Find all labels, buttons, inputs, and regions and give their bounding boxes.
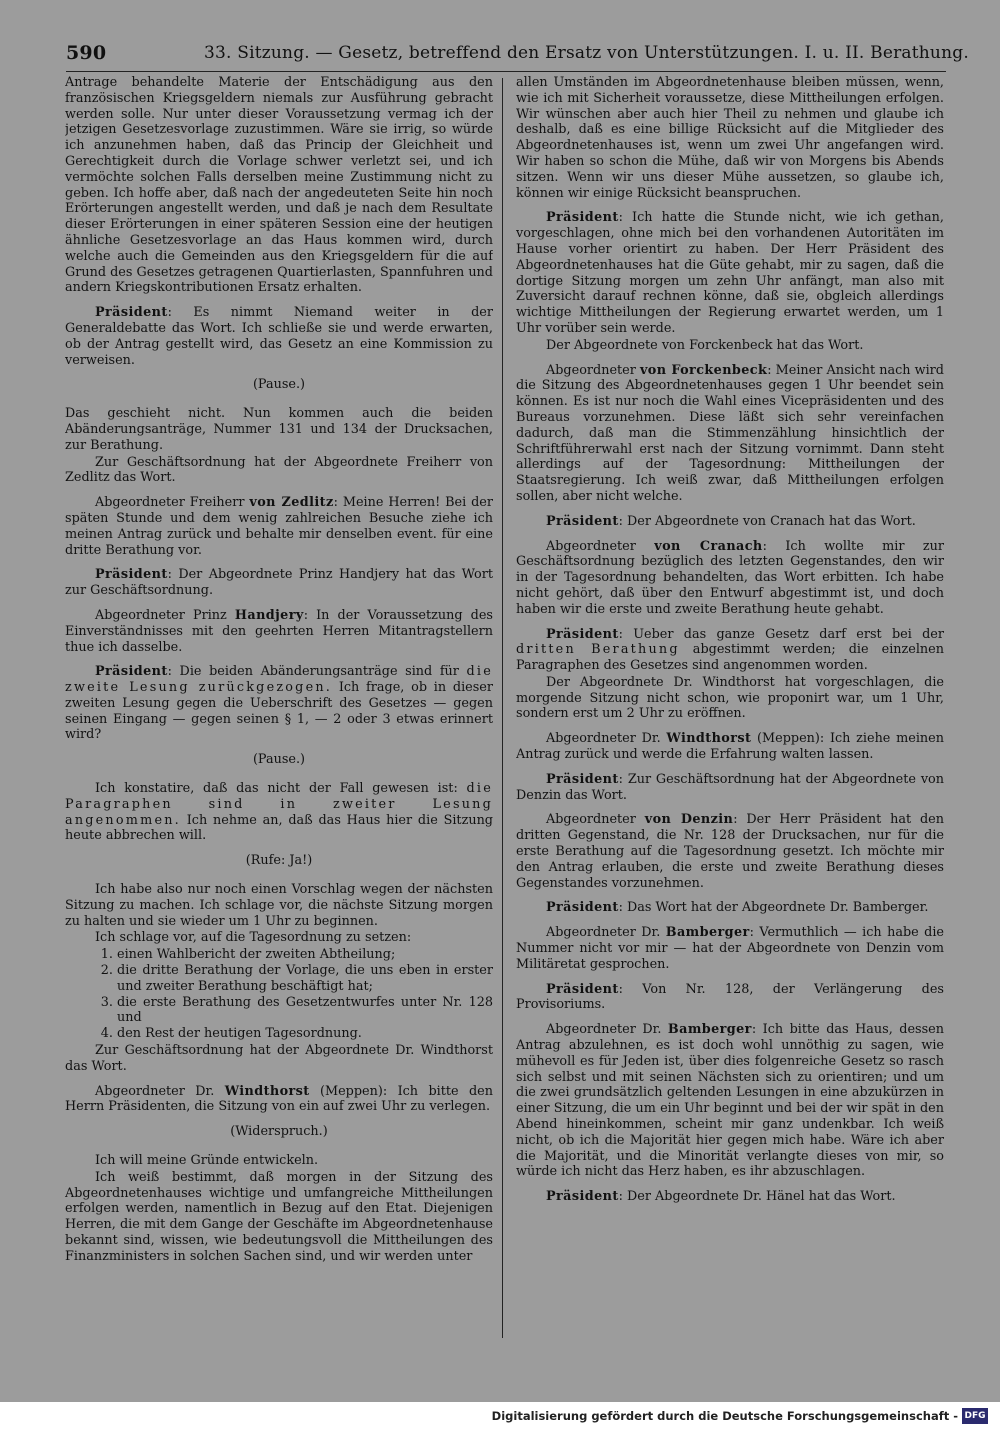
paragraph: Der Abgeordnete Dr. Windthorst hat vorgeschlagen, die morgende Sitzung nicht schon, wie proponirt war, um 1 Uhr, sondern erst um 2 Uhr zu eröffnen. bbox=[516, 674, 944, 722]
paragraph: Abgeordneter von Cranach: Ich wollte mir zur Geschäftsordnung bezüglich des letzten Gegenstandes, den wir in der Tagesordnung behandelten, das Wort erbitten. Ich habe nicht gehört, daß über den Entwurf abgestimmt ist, und doch haben wir die erste und zweite Berathung heute gehabt. bbox=[516, 538, 944, 617]
speaker-name: von Denzin bbox=[644, 812, 734, 828]
footer-credit: Digitalisierung gefördert durch die Deutsche Forschungsgemeinschaft - bbox=[491, 1409, 958, 1423]
speaker-name: Präsident bbox=[546, 1189, 619, 1205]
paragraph: Ich habe also nur noch einen Vorschlag wegen der nächsten Sitzung zu machen. Ich schlage vor, die nächste Sitzung morgen zu halten und sie wieder um 1 Uhr zu beginnen. bbox=[65, 882, 493, 929]
stage-direction: (Pause.) bbox=[252, 377, 306, 393]
speaker-name: Windthorst bbox=[666, 731, 752, 747]
paragraph: Das geschieht nicht. Nun kommen auch die beiden Abänderungsanträge, Nummer 131 und 134 der Drucksachen, zur Berathung. bbox=[65, 406, 493, 453]
paragraph: Abgeordneter Freiherr von Zedlitz: Meine Herren! Bei der späten Stunde und dem wenig zahlreichen Besuche ziehe ich meinen Antrag zurück und behalte mir denselben event. für eine dritte Berathung vor. bbox=[65, 495, 493, 558]
paragraph: Präsident: Ueber das ganze Gesetz darf erst bei der dritten Berathung abgestimmt werden; die einzelnen Paragraphen des Gesetzes sind angenommen worden. bbox=[516, 626, 944, 674]
speaker-name: Präsident bbox=[546, 771, 619, 787]
column-divider bbox=[502, 78, 503, 1338]
paragraph: Abgeordneter Dr. Bamberger: Vermuthlich — ich habe die Nummer nicht vor mir — hat der Abgeordnete von Denzin vom Militäretat gesprochen. bbox=[516, 925, 944, 972]
header-title: 33. Sitzung. — Gesetz, betreffend den Ersatz von Unterstützungen. I. u. II. Berathung. bbox=[204, 43, 969, 63]
dfg-logo: DFG bbox=[962, 1408, 988, 1424]
left-column bbox=[65, 75, 493, 1343]
paragraph: Präsident: Die beiden Abänderungsanträge sind für die zweite Lesung zurückgezogen. Ich frage, ob in dieser zweiten Lesung gegen die Ueberschrift des Gesetzes — gegen seinen Eingang — gegen seinen § 1, — 2 oder 3 etwas erinnert wird? bbox=[65, 664, 493, 743]
paragraph: Präsident: Es nimmt Niemand weiter in der Generaldebatte das Wort. Ich schließe sie und werde erwarten, ob der Antrag gestellt wird, das Gesetz an eine Kommission zu verweisen. bbox=[65, 305, 493, 368]
paragraph: Präsident: Ich hatte die Stunde nicht, wie ich gethan, vorgeschlagen, ohne mich bei den vorhandenen Autoritäten im Hause vorher orientirt zu haben. Der Herr Präsident des Abgeordnetenhauses hat die Güte gehabt, mir zu sagen, daß die dortige Sitzung morgen um zehn Uhr anfängt, man also mit Zuversicht darauf rechnen könne, daß sie, obgleich allerdings wichtige Mittheilungen der Regierung erwartet werden, um 1 Uhr vorüber sein werde. bbox=[516, 210, 944, 336]
paragraph: Antrage behandelte Materie der Entschädigung aus den französischen Kriegsgeldern niemals zur Ausführung gebracht werden solle. Nur unter dieser Voraussetzung vermag ich der jetzigen Gesetzesvorlage zuzustimmen. Wäre sie irrig, so würde ich anzunehmen haben, daß das Princip der Gleichheit und Gerechtigkeit durch die Vorlage schwer verletzt sei, und ich vermöchte solchen Falls derselben meine Zustimmung nicht zu geben. Ich hoffe aber, daß nach der angedeuteten Seite hin noch Erörterungen angestellt werden, und daß je nach dem Resultate dieser Erörterungen in einer späteren Session eine der heutigen ähnliche Gesetzesvorlage an das Haus kommen wird, durch welche auch die Gemeinden aus den Kriegsgeldern für die auf Grund des Gesetzes getragenen Quartierlasten, Spannfuhren und andern Kriegskontributionen Ersatz erhalten. bbox=[65, 75, 493, 296]
speaker-name: Präsident bbox=[95, 664, 168, 680]
stage-direction: (Pause.) bbox=[252, 752, 306, 768]
paragraph: Ich weiß bestimmt, daß morgen in der Sitzung des Abgeordnetenhauses wichtige und umfangreiche Mittheilungen erfolgen werden, namentlich in Bezug auf den Etat. Diejenigen Herren, die mit dem Gange der Geschäfte im Abgeordnetenhause bekannt sind, wissen, wie bedeutungsvoll die Mittheilungen des Finanzministers in solchen Sachen sind, und wir werden unter bbox=[65, 1169, 493, 1264]
paragraph: Abgeordneter Dr. Windthorst (Meppen): Ich ziehe meinen Antrag zurück und werde die Erfahrung walten lassen. bbox=[516, 731, 944, 763]
list-item: 4. den Rest der heutigen Tagesordnung. bbox=[117, 1026, 493, 1042]
speaker-name: Präsident bbox=[95, 567, 168, 583]
paragraph: Abgeordneter Dr. Windthorst (Meppen): Ich bitte den Herrn Präsidenten, die Sitzung von ein auf zwei Uhr zu verlegen. bbox=[65, 1083, 493, 1115]
paragraph: Präsident: Zur Geschäftsordnung hat der Abgeordnete von Denzin das Wort. bbox=[516, 771, 944, 803]
paragraph: Abgeordneter von Denzin: Der Herr Präsident hat den dritten Gegenstand, die Nr. 128 der Drucksachen, nur für die erste Berathung auf die Tagesordnung gesetzt. Ich möchte mir den Antrag erlauben, die erste und zweite Berathung dieses Gegenstandes vorzunehmen. bbox=[516, 812, 944, 891]
paragraph: allen Umständen im Abgeordnetenhause bleiben müssen, wenn, wie ich mit Sicherheit voraussetze, diese Mittheilungen erfolgen. Wir wünschen aber auch hier Theil zu nehmen und glaube ich deshalb, daß es eine billige Rücksicht auf die Mitglieder des Abgeordnetenhauses ist, wenn um zwei Uhr angefangen wird. Wir haben so schon die Mühe, daß wir von Morgens bis Abends sitzen. Wenn wir uns dieser Mühe aussetzen, so glaube ich, können wir einige Rücksicht beanspruchen. bbox=[516, 75, 944, 201]
paragraph: Zur Geschäftsordnung hat der Abgeordnete Freiherr von Zedlitz das Wort. bbox=[65, 454, 493, 486]
speaker-name: Bamberger bbox=[665, 925, 750, 941]
paragraph: Präsident: Der Abgeordnete von Cranach hat das Wort. bbox=[546, 513, 916, 529]
speaker-name: Windthorst bbox=[224, 1083, 310, 1099]
paragraph: Präsident: Von Nr. 128, der Verlängerung des Provisoriums. bbox=[516, 981, 944, 1013]
speaker-name: Präsident bbox=[546, 626, 619, 642]
speaker-name: Präsident bbox=[546, 900, 619, 916]
paragraph: Abgeordneter Prinz Handjery: In der Voraussetzung des Einverständnisses mit den geehrten Herren Mitantragstellern thue ich dasselbe. bbox=[65, 607, 493, 655]
speaker-name: Bamberger bbox=[667, 1022, 752, 1038]
running-header bbox=[66, 38, 969, 68]
paragraph: Präsident: Das Wort hat der Abgeordnete Dr. Bamberger. bbox=[546, 900, 929, 916]
paragraph: Abgeordneter Dr. Bamberger: Ich bitte das Haus, dessen Antrag abzulehnen, es ist doch wohl unnöthig zu sagen, wie mühevoll es für Jeden ist, über dies folgenreiche Gesetz so rasch sich selbst und mit seinen Nächsten sich zu orientiren; und um die zwei grundsätzlich geltenden Lesungen in eine abzukürzen in einer Sitzung, die um ein Uhr beginnt und bei der wir spät in den Abend hineinkommen, scheint mir ganz undenkbar. Ich weiß nicht, ob ich die Majorität hier gegen mich habe. Wäre ich aber die Majorität, und die Minorität verlangte dieses von mir, so würde ich nicht das Herz haben, es ihr abzuschlagen. bbox=[516, 1022, 944, 1180]
paragraph: Zur Geschäftsordnung hat der Abgeordnete Dr. Windthorst das Wort. bbox=[65, 1043, 493, 1074]
page-number: 590 bbox=[66, 42, 107, 64]
speaker-name: Präsident bbox=[546, 981, 619, 997]
list-item: 1. einen Wahlbericht der zweiten Abtheilung; bbox=[117, 947, 493, 963]
paragraph: Ich schlage vor, auf die Tagesordnung zu setzen: bbox=[95, 930, 412, 946]
speaker-name: von Cranach bbox=[654, 538, 763, 554]
paragraph: Ich will meine Gründe entwickeln. bbox=[95, 1153, 319, 1169]
speaker-name: von Forckenbeck bbox=[639, 362, 768, 378]
paragraph: Abgeordneter von Forckenbeck: Meiner Ansicht nach wird die Sitzung des Abgeordnetenhauses gegen 1 Uhr beendet sein können. Es ist nur noch die Wahl eines Vicepräsidenten und des Bureaus vorzunehmen. Diese läßt sich sehr vereinfachen dadurch, daß man die Stimmenzählung hinsichtlich der Schriftführerwahl erst nach der Sitzung vornimmt. Dann steht allerdings auf der Tagesordnung: Mittheilungen der Staatsregierung. Ich weiß zwar, daß Mittheilungen erfolgen sollen, aber nicht welche. bbox=[516, 362, 944, 504]
paragraph: Der Abgeordnete von Forckenbeck hat das Wort. bbox=[546, 337, 864, 353]
header-rule bbox=[66, 71, 946, 72]
speaker-name: Handjery bbox=[234, 607, 304, 623]
footer-bar bbox=[0, 1402, 1000, 1432]
speaker-name: von Zedlitz bbox=[249, 495, 334, 511]
right-column bbox=[516, 75, 944, 1343]
speaker-name: Präsident bbox=[546, 513, 619, 529]
list-item: 2. die dritte Berathung der Vorlage, die uns eben in erster und zweiter Berathung beschäftigt hat; bbox=[117, 963, 493, 995]
paragraph: Präsident: Der Abgeordnete Dr. Hänel hat das Wort. bbox=[546, 1189, 896, 1205]
stage-direction: (Rufe: Ja!) bbox=[245, 853, 313, 869]
stage-direction: (Widerspruch.) bbox=[230, 1124, 328, 1140]
paragraph: Ich konstatire, daß das nicht der Fall gewesen ist: die Paragraphen sind in zweiter Lesung angenommen. Ich nehme an, daß das Haus hier die Sitzung heute abbrechen will. bbox=[65, 781, 493, 844]
speaker-name: Präsident bbox=[95, 305, 168, 321]
list-item: 3. die erste Berathung des Gesetzentwurfes unter Nr. 128 und bbox=[117, 995, 493, 1027]
speaker-name: Präsident bbox=[546, 210, 619, 226]
agenda-list bbox=[95, 947, 493, 1042]
paragraph: Präsident: Der Abgeordnete Prinz Handjery hat das Wort zur Geschäftsordnung. bbox=[65, 567, 493, 599]
